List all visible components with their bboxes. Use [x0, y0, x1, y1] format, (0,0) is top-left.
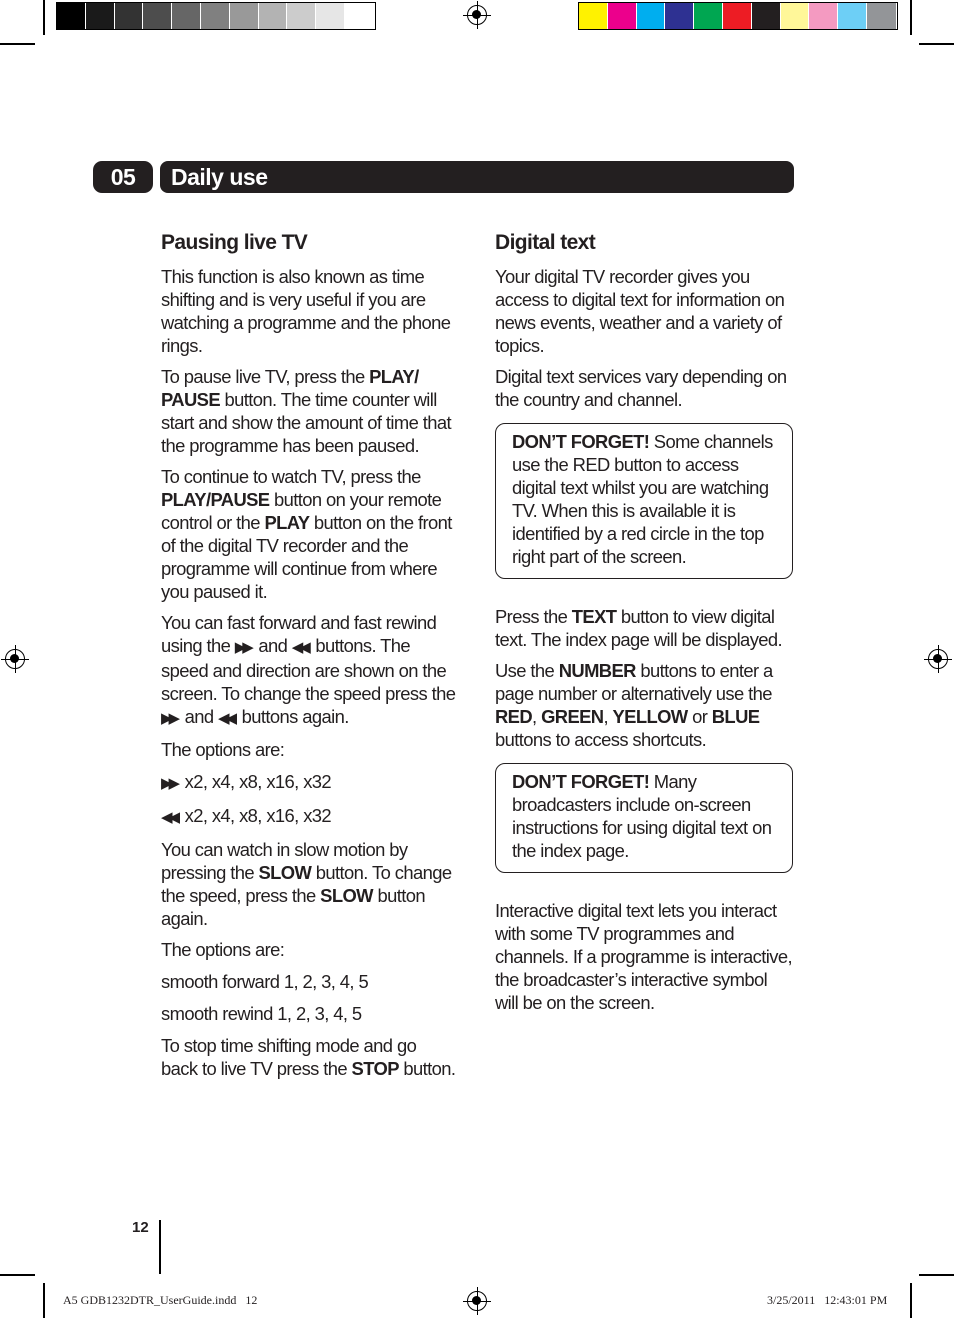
crop-mark — [43, 1283, 45, 1318]
section-heading-pausing-live-tv: Pausing live TV — [161, 231, 308, 254]
color-swatch — [637, 3, 666, 29]
chapter-number: 05 — [93, 161, 153, 193]
color-swatch — [86, 3, 115, 29]
crop-mark — [0, 43, 35, 45]
color-swatch — [665, 3, 694, 29]
crop-mark — [910, 0, 912, 35]
fast-rewind-icon: ◀◀ — [161, 809, 177, 826]
registration-mark-icon — [5, 649, 25, 669]
color-swatch — [838, 3, 867, 29]
note-label: DON’T FORGET! — [512, 771, 650, 792]
color-swatch — [867, 3, 896, 29]
smooth-forward-options: smooth forward 1, 2, 3, 4, 5 — [161, 971, 369, 992]
paragraph: This function is also known as time shifting and is very useful if you are watching a programme and the phone rings. — [161, 266, 451, 356]
note-text: Some channels use the RED button to access digital text whilst you are watching TV. When this is available it is identified by a red circle in the top right part of the screen. — [512, 431, 773, 567]
left-column — [161, 229, 457, 1088]
fast-rewind-icon: ◀◀ — [217, 710, 234, 727]
chapter-title: Daily use — [160, 161, 794, 193]
process-color-bar — [578, 2, 898, 30]
paragraph: You can fast forward and fast rewind using the ▶▶ and ◀◀ buttons. The speed and direction are shown on the screen. To change the speed press the ▶▶ and ◀◀ buttons again. — [161, 611, 457, 730]
gray-color-bar — [56, 2, 376, 30]
color-swatch — [259, 3, 288, 29]
registration-mark-icon — [467, 5, 487, 25]
paragraph: Your digital TV recorder gives you access to digital text for information on news events, weather and a variety of topics. — [495, 266, 785, 356]
crop-mark — [43, 0, 45, 35]
fast-forward-options: ▶▶ x2, x4, x8, x16, x32 — [161, 770, 457, 795]
color-swatch — [752, 3, 781, 29]
page-number: 12 — [132, 1219, 149, 1236]
right-column — [495, 229, 793, 1022]
paragraph: Press the TEXT button to view digital text. The index page will be displayed. — [495, 606, 783, 650]
fast-forward-icon: ▶▶ — [161, 710, 177, 727]
fast-forward-icon: ▶▶ — [234, 639, 250, 656]
color-swatch — [723, 3, 752, 29]
dont-forget-note — [495, 763, 793, 873]
options-label: The options are: — [161, 739, 285, 760]
file-slug: A5 GDB1232DTR_UserGuide.indd 12 — [63, 1293, 258, 1307]
section-heading-digital-text: Digital text — [495, 231, 596, 254]
paragraph: To pause live TV, press the PLAY/ PAUSE button. The time counter will start and show the amount of time that the programme has been paused. — [161, 366, 452, 456]
options-label: The options are: — [161, 939, 285, 960]
color-swatch — [781, 3, 810, 29]
crop-mark — [910, 1283, 912, 1318]
color-swatch — [579, 3, 608, 29]
color-swatch — [57, 3, 86, 29]
crop-mark — [919, 43, 954, 45]
fast-rewind-icon: ◀◀ — [291, 639, 307, 656]
color-swatch — [172, 3, 201, 29]
paragraph: To continue to watch TV, press the PLAY/PAUSE button on your remote control or the PLAY button on the front of the digital TV recorder and the programme will continue from where you paused it. — [161, 466, 452, 602]
note-label: DON’T FORGET! — [512, 431, 650, 452]
color-swatch — [608, 3, 637, 29]
print-timestamp: 3/25/2011 12:43:01 PM — [767, 1293, 888, 1307]
color-swatch — [809, 3, 838, 29]
crop-mark — [919, 1274, 954, 1276]
color-swatch — [316, 3, 345, 29]
registration-mark-icon — [928, 649, 948, 669]
paragraph: Interactive digital text lets you interact with some TV programmes and channels. If a programme is interactive, the broadcaster’s interactive symbol will be on the screen. — [495, 900, 792, 1013]
page-number-divider — [159, 1220, 161, 1274]
dont-forget-note — [495, 423, 793, 579]
note-text: Many broadcasters include on-screen instructions for using digital text on the index page. — [512, 771, 772, 861]
fast-rewind-options: ◀◀ x2, x4, x8, x16, x32 — [161, 804, 457, 829]
registration-mark-icon — [467, 1291, 487, 1311]
paragraph: To stop time shifting mode and go back to live TV press the STOP button. — [161, 1035, 456, 1079]
color-swatch — [230, 3, 259, 29]
color-swatch — [143, 3, 172, 29]
color-swatch — [287, 3, 316, 29]
color-swatch — [694, 3, 723, 29]
color-swatch — [201, 3, 230, 29]
color-swatch — [115, 3, 144, 29]
crop-mark — [0, 1274, 35, 1276]
paragraph: Digital text services vary depending on the country and channel. — [495, 366, 787, 410]
paragraph: You can watch in slow motion by pressing the SLOW button. To change the speed, press the SLOW button again. — [161, 839, 452, 929]
fast-forward-icon: ▶▶ — [161, 775, 177, 792]
paragraph: Use the NUMBER buttons to enter a page number or alternatively use the RED, GREEN, YELLOW or BLUE buttons to access shortcuts. — [495, 660, 773, 750]
smooth-rewind-options: smooth rewind 1, 2, 3, 4, 5 — [161, 1003, 362, 1024]
color-swatch — [345, 3, 374, 29]
